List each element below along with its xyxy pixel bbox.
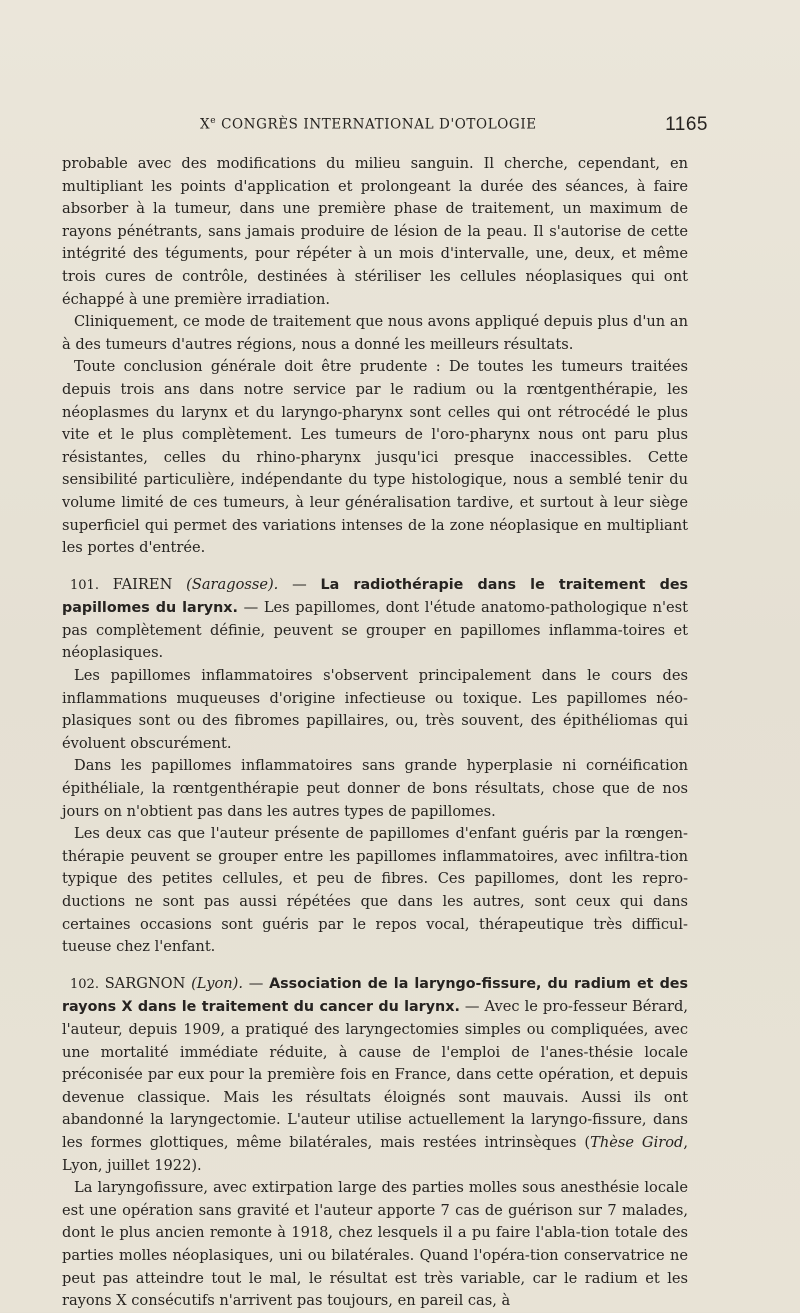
paragraph: Cliniquement, ce mode de traitement que nous avons appliqué depuis plus d'un an à des tumeurs d'autres régions, nous a donné les meilleurs résultats. xyxy=(62,313,688,353)
running-title-text: CONGRÈS INTERNATIONAL D'OTOLOGIE xyxy=(221,116,537,133)
paragraph: Dans les papillomes inflammatoires sans grande hyperplasie ni cornéification épithéliale, la rœntgenthérapie peut donner de bons résultats, chose que de nos jours on n'obtient pas dans les autres types de papillomes. xyxy=(62,757,688,820)
paragraph: Les deux cas que l'auteur présente de papillomes d'enfant guéris par la rœngen-thérapie peuvent se grouper entre les papillomes inflammatoires, avec infiltra-tion typique des petites cellules, et peu de fibres. Ces papillomes, dont les repro-ductions ne sont pas aussi répétées que dans les autres, sont ceux qui dans certaines occasions sont guéris par le repos vocal, thérapeutique très difficul-tueuse chez l'enfant. xyxy=(62,825,688,956)
ordinal-roman: X xyxy=(200,116,211,133)
entry-dash: — xyxy=(292,575,307,593)
entry-city: (Saragosse). xyxy=(186,575,279,593)
entry-lead: — Les papillomes, dont l'étude anatomo-pathologique n'est pas complètement définie, peuvent se grouper en papillomes inflamma-toires et néoplasiques. xyxy=(62,599,689,662)
paragraph: La laryngofissure, avec extirpation large des parties molles sous anesthésie locale est une opération sans gravité et l'auteur apporte 7 cas de guérison sur 7 malades, dont le plus ancien remonte à 1918, chez lesquels il a pu faire l'abla-tion totale des parties molles néoplasiques, uni ou bilatérales. Quand l'opéra-tion conservatrice ne peut pas atteindre tout le mal, le résultat est très variable, car le radium et les rayons X consécutifs n'arrivent pas toujours, en pareil cas, à xyxy=(62,1179,688,1310)
entry-number: 101. xyxy=(70,577,99,593)
entry-title: Association de la laryngo-fissure, du radium et des rayons X dans le traitement du cancer du larynx. xyxy=(62,975,689,1016)
thesis-citation: Thèse Girod xyxy=(590,1133,684,1151)
page-header xyxy=(62,114,708,138)
entry-number: 102. xyxy=(70,976,99,992)
entry-102-heading xyxy=(62,973,688,1177)
entry-lead-end: , Lyon, juillet 1922). xyxy=(62,1133,688,1174)
entry-101-heading xyxy=(62,574,688,665)
entry-author: FAIREN xyxy=(112,575,173,593)
entry-author: SARGNON xyxy=(104,974,186,992)
body-text xyxy=(62,153,688,1313)
running-title xyxy=(200,116,537,133)
paragraph: Toute conclusion générale doit être prudente : De toutes les tumeurs traitées depuis trois ans dans notre service par le radium ou la rœntgenthérapie, les néoplasmes du larynx et du laryngo-pharynx sont celles qui ont rétrocédé le plus vite et le plus complètement. Les tumeurs de l'oro-pharynx nous ont paru plus résistantes, celles du rhino-pharynx jusqu'ici presque inaccessibles. Cette sensibilité particulière, indépendante du type histologique, nous a semblé tenir du volume limité de ces tumeurs, à leur généralisation tardive, et surtout à leur siège superficiel qui permet des variations intenses de la zone néoplasique en multipliant les portes d'entrée. xyxy=(62,358,688,557)
paragraph: probable avec des modifications du milieu sanguin. Il cherche, cependant, en multipliant les points d'application et prolongeant la durée des séances, à faire absorber à la tumeur, dans une première phase de traitement, un maximum de rayons pénétrants, sans jamais produire de lésion de la peau. Il s'autorise de cette intégrité des téguments, pour répéter à un mois d'intervalle, une, deux, et même trois cures de contrôle, destinées à stériliser les cellules néoplasiques qui ont échappé à une première irradiation. xyxy=(62,155,688,308)
entry-dash: — xyxy=(248,974,264,992)
page-number: 1165 xyxy=(665,114,708,135)
ordinal-superscript: e xyxy=(210,116,217,126)
entry-title: La radiothérapie dans le traitement des papillomes du larynx. xyxy=(62,576,689,617)
entry-city: (Lyon). xyxy=(191,974,243,992)
paragraph: Les papillomes inflammatoires s'observent principalement dans le cours des inflammations muqueuses d'origine infectieuse ou toxique. Les papillomes néo-plasiques sont ou des fibromes papillaires, ou, très souvent, des épithéliomas qui évoluent obscurément. xyxy=(62,667,688,752)
entry-lead: — Avec le pro-fesseur Bérard, l'auteur, depuis 1909, a pratiqué des laryngectomies simples ou compliquées, avec une mortalité immédiate réduite, à cause de l'emploi de l'anes-thésie locale préconisée par eux pour la première fois en France, dans cette opération, et depuis devenue classique. Mais les résultats éloignés sont mauvais. Aussi ils ont abandonné la laryngectomie. L'auteur utilise actuellement la laryngo-fissure, dans les formes glottiques, même bilatérales, mais restées intrinsèques ( xyxy=(62,998,688,1151)
